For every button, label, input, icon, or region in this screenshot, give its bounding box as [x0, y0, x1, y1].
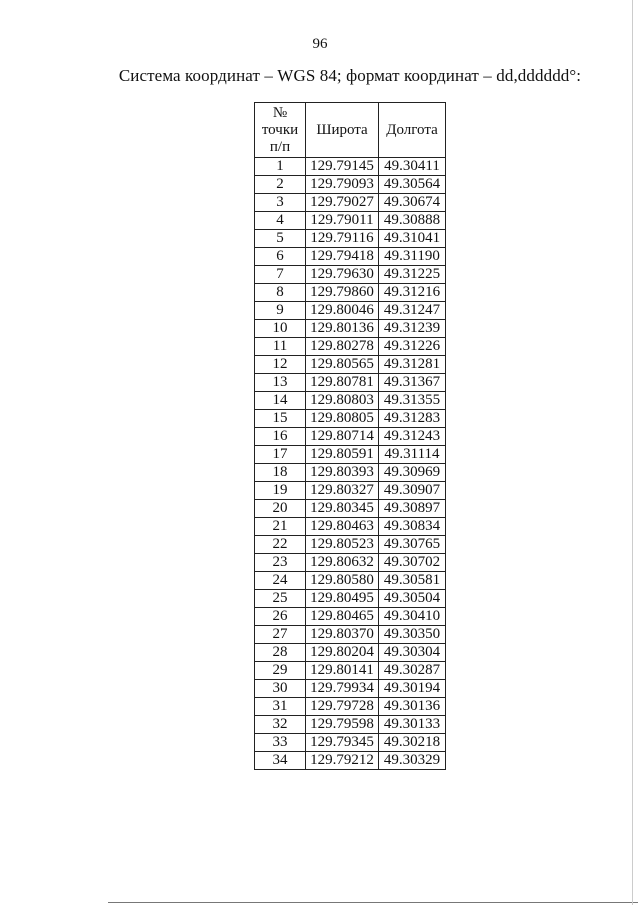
- longitude-cell: 49.30304: [379, 644, 446, 662]
- longitude-cell: 49.30350: [379, 626, 446, 644]
- latitude-cell: 129.80463: [306, 518, 379, 536]
- point-number-cell: 13: [255, 374, 306, 392]
- latitude-cell: 129.80141: [306, 662, 379, 680]
- longitude-cell: 49.30564: [379, 176, 446, 194]
- point-number-cell: 5: [255, 230, 306, 248]
- point-number-cell: 12: [255, 356, 306, 374]
- latitude-cell: 129.79116: [306, 230, 379, 248]
- column-header-point-number: [255, 103, 306, 158]
- longitude-cell: 49.30411: [379, 158, 446, 176]
- latitude-cell: 129.80805: [306, 410, 379, 428]
- table-row: [255, 572, 446, 590]
- table-row: [255, 464, 446, 482]
- longitude-cell: 49.30702: [379, 554, 446, 572]
- longitude-cell: 49.30133: [379, 716, 446, 734]
- latitude-cell: 129.79728: [306, 698, 379, 716]
- longitude-cell: 49.30287: [379, 662, 446, 680]
- page-number: 96: [312, 36, 328, 52]
- point-number-cell: 31: [255, 698, 306, 716]
- longitude-cell: 49.31281: [379, 356, 446, 374]
- longitude-cell: 49.31367: [379, 374, 446, 392]
- longitude-cell: 49.31243: [379, 428, 446, 446]
- point-number-cell: 23: [255, 554, 306, 572]
- point-number-cell: 7: [255, 266, 306, 284]
- table-row: [255, 338, 446, 356]
- longitude-cell: 49.30897: [379, 500, 446, 518]
- table-header-row: [255, 103, 446, 158]
- point-number-cell: 24: [255, 572, 306, 590]
- header-num-symbol: №: [272, 104, 288, 121]
- header-num-word: точки: [261, 121, 299, 138]
- table-row: [255, 518, 446, 536]
- header-num-abbrev: п/п: [269, 138, 291, 155]
- latitude-cell: 129.80565: [306, 356, 379, 374]
- table-row: [255, 536, 446, 554]
- latitude-cell: 129.79145: [306, 158, 379, 176]
- point-number-cell: 8: [255, 284, 306, 302]
- table-row: [255, 176, 446, 194]
- point-number-cell: 21: [255, 518, 306, 536]
- latitude-cell: 129.79598: [306, 716, 379, 734]
- point-number-cell: 4: [255, 212, 306, 230]
- table-row: [255, 626, 446, 644]
- table-row: [255, 194, 446, 212]
- longitude-cell: 49.30136: [379, 698, 446, 716]
- column-header-longitude: Долгота: [379, 103, 446, 158]
- longitude-cell: 49.30581: [379, 572, 446, 590]
- table-body: [255, 158, 446, 770]
- latitude-cell: 129.79345: [306, 734, 379, 752]
- table-row: [255, 212, 446, 230]
- table-header: [255, 103, 446, 158]
- longitude-cell: 49.30504: [379, 590, 446, 608]
- longitude-cell: 49.31041: [379, 230, 446, 248]
- longitude-cell: 49.31247: [379, 302, 446, 320]
- point-number-cell: 10: [255, 320, 306, 338]
- coordinates-table: [254, 102, 446, 770]
- table-row: [255, 248, 446, 266]
- point-number-cell: 6: [255, 248, 306, 266]
- table-row: [255, 662, 446, 680]
- latitude-cell: 129.79027: [306, 194, 379, 212]
- latitude-cell: 129.80204: [306, 644, 379, 662]
- longitude-cell: 49.30329: [379, 752, 446, 770]
- latitude-cell: 129.80345: [306, 500, 379, 518]
- longitude-cell: 49.31239: [379, 320, 446, 338]
- latitude-cell: 129.80495: [306, 590, 379, 608]
- longitude-cell: 49.30765: [379, 536, 446, 554]
- table-row: [255, 680, 446, 698]
- point-number-cell: 26: [255, 608, 306, 626]
- point-number-cell: 20: [255, 500, 306, 518]
- table-row: [255, 320, 446, 338]
- point-number-cell: 27: [255, 626, 306, 644]
- latitude-cell: 129.79011: [306, 212, 379, 230]
- latitude-cell: 129.80327: [306, 482, 379, 500]
- latitude-cell: 129.79934: [306, 680, 379, 698]
- point-number-cell: 22: [255, 536, 306, 554]
- point-number-cell: 16: [255, 428, 306, 446]
- latitude-cell: 129.80523: [306, 536, 379, 554]
- point-number-cell: 9: [255, 302, 306, 320]
- latitude-cell: 129.80046: [306, 302, 379, 320]
- latitude-cell: 129.80803: [306, 392, 379, 410]
- point-number-cell: 25: [255, 590, 306, 608]
- point-number-cell: 18: [255, 464, 306, 482]
- latitude-cell: 129.80591: [306, 446, 379, 464]
- table-row: [255, 644, 446, 662]
- point-number-cell: 1: [255, 158, 306, 176]
- table-row: [255, 392, 446, 410]
- table-row: [255, 428, 446, 446]
- latitude-cell: 129.80370: [306, 626, 379, 644]
- point-number-cell: 17: [255, 446, 306, 464]
- longitude-cell: 49.31283: [379, 410, 446, 428]
- latitude-cell: 129.80465: [306, 608, 379, 626]
- point-number-cell: 33: [255, 734, 306, 752]
- longitude-cell: 49.31226: [379, 338, 446, 356]
- table-row: [255, 482, 446, 500]
- point-number-cell: 2: [255, 176, 306, 194]
- longitude-cell: 49.30907: [379, 482, 446, 500]
- table-row: [255, 608, 446, 626]
- longitude-cell: 49.31114: [379, 446, 446, 464]
- latitude-cell: 129.80781: [306, 374, 379, 392]
- table-row: [255, 698, 446, 716]
- point-number-cell: 15: [255, 410, 306, 428]
- latitude-cell: 129.80136: [306, 320, 379, 338]
- point-number-cell: 19: [255, 482, 306, 500]
- longitude-cell: 49.31355: [379, 392, 446, 410]
- longitude-cell: 49.30969: [379, 464, 446, 482]
- latitude-cell: 129.80714: [306, 428, 379, 446]
- point-number-cell: 14: [255, 392, 306, 410]
- point-number-cell: 30: [255, 680, 306, 698]
- longitude-cell: 49.30194: [379, 680, 446, 698]
- latitude-cell: 129.79093: [306, 176, 379, 194]
- point-number-cell: 29: [255, 662, 306, 680]
- point-number-cell: 32: [255, 716, 306, 734]
- longitude-cell: 49.31190: [379, 248, 446, 266]
- table-row: [255, 302, 446, 320]
- table-row: [255, 230, 446, 248]
- latitude-cell: 129.80580: [306, 572, 379, 590]
- latitude-cell: 129.80278: [306, 338, 379, 356]
- longitude-cell: 49.31225: [379, 266, 446, 284]
- table-row: [255, 410, 446, 428]
- table-row: [255, 284, 446, 302]
- latitude-cell: 129.80632: [306, 554, 379, 572]
- table-row: [255, 356, 446, 374]
- point-number-cell: 28: [255, 644, 306, 662]
- latitude-cell: 129.79418: [306, 248, 379, 266]
- table-row: [255, 158, 446, 176]
- longitude-cell: 49.31216: [379, 284, 446, 302]
- longitude-cell: 49.30888: [379, 212, 446, 230]
- latitude-cell: 129.79860: [306, 284, 379, 302]
- table-row: [255, 590, 446, 608]
- longitude-cell: 49.30834: [379, 518, 446, 536]
- point-number-cell: 11: [255, 338, 306, 356]
- table-row: [255, 752, 446, 770]
- table-row: [255, 374, 446, 392]
- bottom-scan-line: [108, 902, 638, 903]
- table-row: [255, 734, 446, 752]
- right-scan-edge: [632, 0, 633, 905]
- table-row: [255, 716, 446, 734]
- column-header-latitude: Широта: [306, 103, 379, 158]
- table-row: [255, 554, 446, 572]
- table-row: [255, 500, 446, 518]
- longitude-cell: 49.30410: [379, 608, 446, 626]
- latitude-cell: 129.79630: [306, 266, 379, 284]
- longitude-cell: 49.30218: [379, 734, 446, 752]
- point-number-cell: 34: [255, 752, 306, 770]
- latitude-cell: 129.79212: [306, 752, 379, 770]
- table-row: [255, 266, 446, 284]
- table-row: [255, 446, 446, 464]
- longitude-cell: 49.30674: [379, 194, 446, 212]
- point-number-cell: 3: [255, 194, 306, 212]
- coordinate-system-caption: Система координат – WGS 84; формат координат – dd,dddddd°:: [118, 66, 582, 85]
- latitude-cell: 129.80393: [306, 464, 379, 482]
